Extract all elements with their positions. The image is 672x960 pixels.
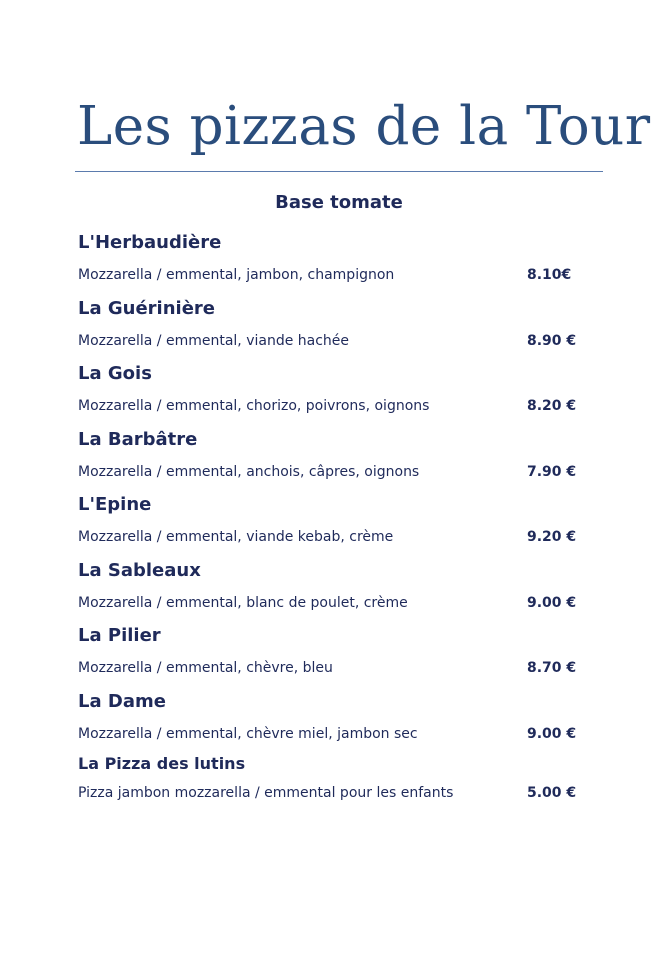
section-heading: Base tomate (275, 192, 403, 213)
pizza-item (78, 689, 578, 755)
pizza-price: 8.10€ (527, 267, 572, 283)
pizza-description: Mozzarella / emmental, anchois, câpres, oignons (78, 463, 420, 480)
pizza-item (78, 361, 578, 427)
pizza-name: La Pilier (78, 625, 161, 646)
pizza-item (78, 492, 578, 558)
pizza-name: La Sableaux (78, 559, 201, 581)
pizza-price: 9.00 € (527, 594, 577, 611)
pizza-name: L'Herbaudière (78, 232, 222, 253)
pizza-name: La Barbâtre (78, 428, 198, 450)
pizza-item (78, 754, 578, 820)
pizza-item (78, 623, 578, 689)
pizza-item (78, 558, 578, 624)
pizza-list (78, 230, 578, 820)
pizza-description: Mozzarella / emmental, jambon, champignon (78, 267, 395, 283)
pizza-name: La Gois (78, 363, 152, 384)
pizza-description: Mozzarella / emmental, viande hachée (78, 332, 350, 349)
pizza-item (78, 230, 578, 296)
pizza-description: Mozzarella / emmental, chorizo, poivrons, oignons (78, 398, 430, 414)
pizza-price: 8.90 € (527, 332, 577, 349)
pizza-price: 8.70 € (527, 660, 577, 676)
pizza-name: La Dame (78, 690, 166, 712)
pizza-name: La Guérinière (78, 297, 216, 319)
menu-title: Les pizzas de la Tour (77, 96, 651, 157)
pizza-name: L'Epine (78, 494, 152, 515)
pizza-description: Mozzarella / emmental, viande kebab, crème (78, 529, 394, 545)
pizza-price: 9.20 € (527, 529, 577, 545)
pizza-description: Mozzarella / emmental, blanc de poulet, crème (78, 594, 408, 611)
pizza-price: 9.00 € (527, 725, 577, 742)
pizza-price: 8.20 € (527, 398, 577, 414)
pizza-description: Mozzarella / emmental, chèvre, bleu (78, 660, 333, 676)
pizza-description: Mozzarella / emmental, chèvre miel, jambon sec (78, 725, 418, 742)
pizza-item (78, 296, 578, 362)
pizza-price: 5.00 € (527, 785, 577, 801)
pizza-description: Pizza jambon mozzarella / emmental pour les enfants (78, 785, 454, 801)
pizza-item (78, 427, 578, 493)
pizza-price: 7.90 € (527, 463, 577, 480)
title-divider (75, 171, 603, 172)
pizza-name: La Pizza des lutins (78, 754, 246, 773)
